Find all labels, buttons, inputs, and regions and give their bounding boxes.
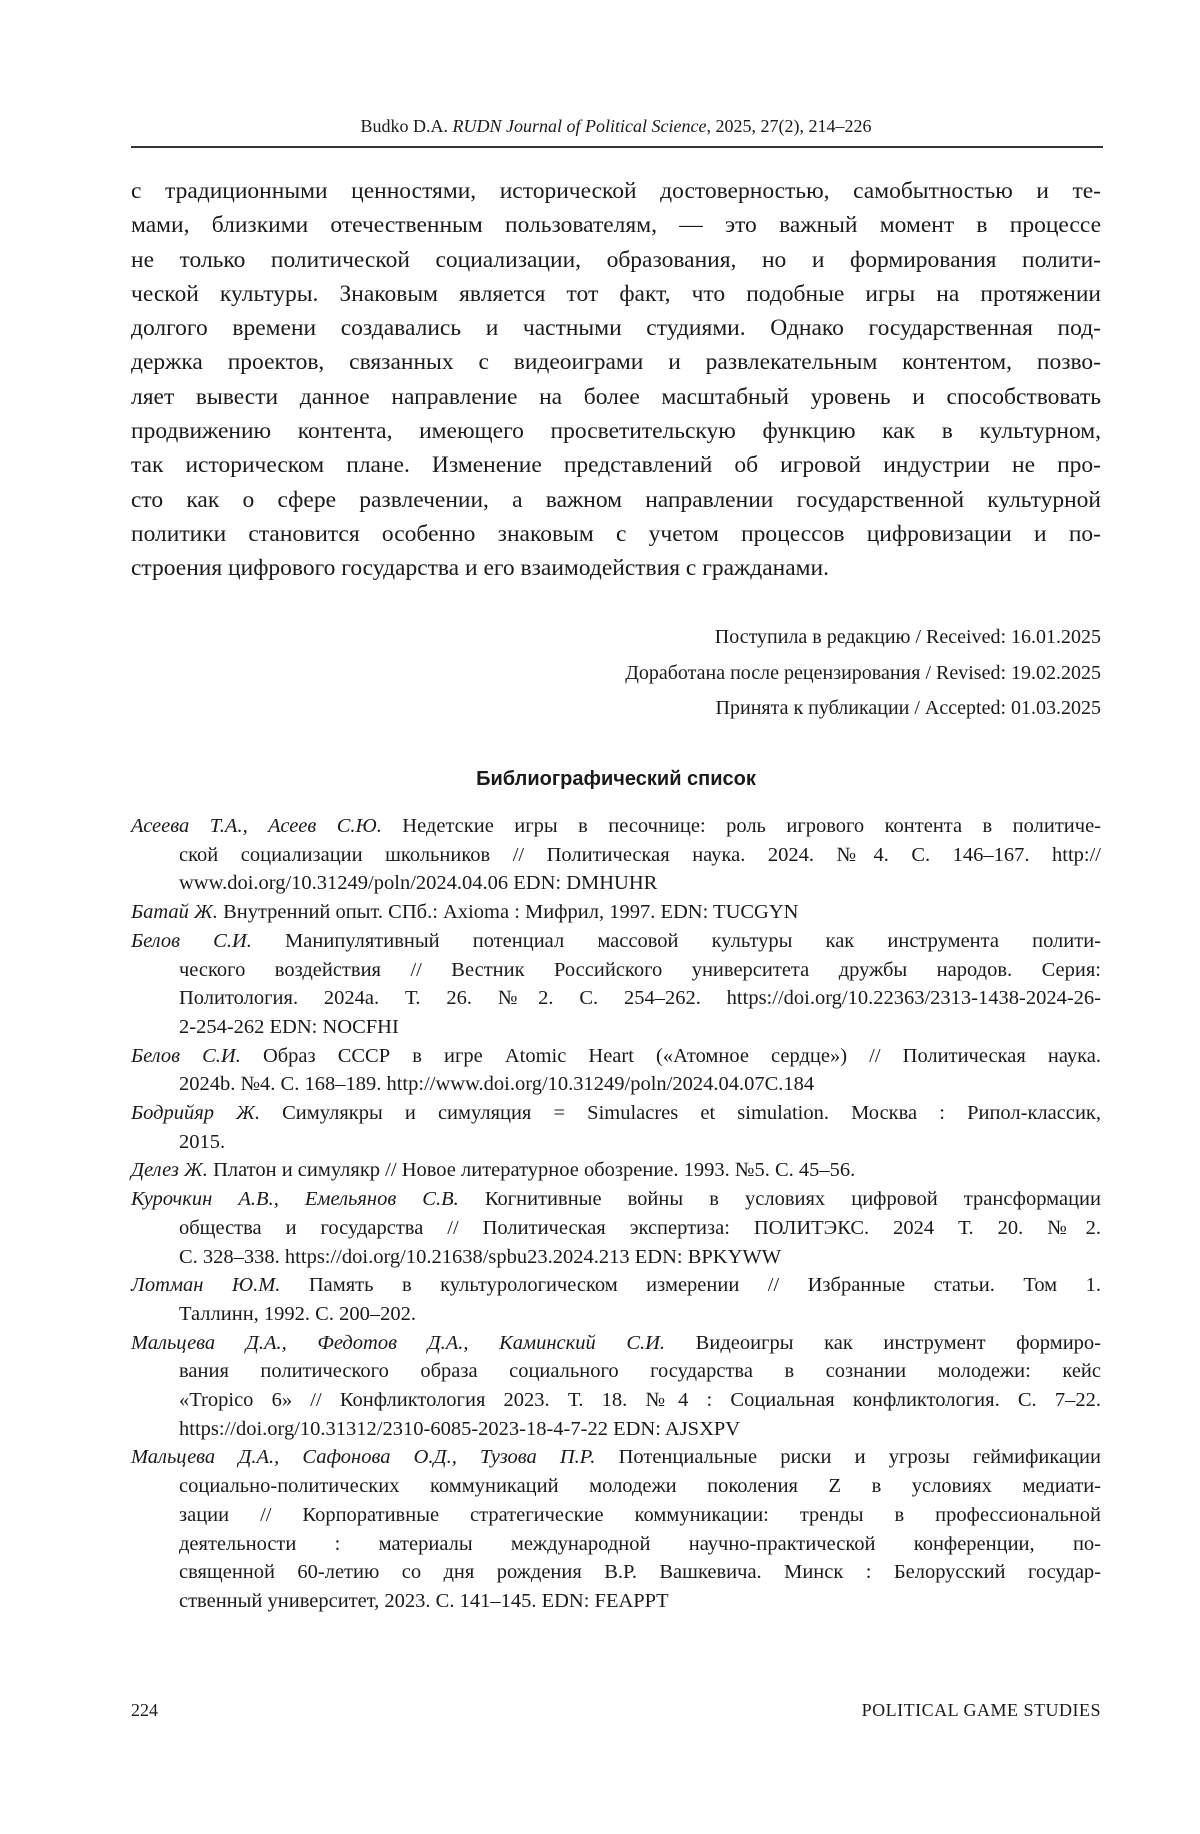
article-dates bbox=[131, 620, 1101, 727]
reference-author: Белов С.И. bbox=[131, 930, 252, 952]
reference-line: вания политического образа социального государства в сознании молодежи: кейс bbox=[131, 1357, 1101, 1386]
body-paragraph bbox=[131, 174, 1101, 586]
paragraph-line: так историческом плане. Изменение представлений об игровой индустрии не про- bbox=[131, 448, 1101, 482]
reference-text: Недетские игры в песочнице: роль игрового контента в политиче- bbox=[402, 815, 1101, 837]
reference-line bbox=[131, 1271, 1101, 1300]
reference-author: Лотман Ю.М. bbox=[131, 1274, 280, 1296]
reference-item bbox=[131, 1156, 1101, 1185]
reference-item bbox=[131, 1185, 1101, 1271]
reference-item bbox=[131, 1271, 1101, 1328]
paragraph-line: политики становится особенно знаковым с учетом процессов цифровизации и по- bbox=[131, 517, 1101, 551]
page-number: 224 bbox=[131, 1700, 158, 1721]
reference-author: Мальцева Д.А., Сафонова О.Д., Тузова П.Р. bbox=[131, 1446, 595, 1468]
reference-line: зации // Корпоративные стратегические коммуникации: тренды в профессиональной bbox=[131, 1501, 1101, 1530]
reference-line bbox=[131, 898, 1101, 927]
reference-text: Симулякры и симуляция = Simulacres et simulation. Москва : Рипол-классик, bbox=[282, 1102, 1101, 1124]
reference-text: Платон и симулякр // Новое литературное обозрение. 1993. №5. С. 45–56. bbox=[213, 1159, 855, 1181]
reference-line: ской социализации школьников // Политическая наука. 2024. №4. С. 146–167. http:// bbox=[131, 841, 1101, 870]
reference-text: Внутренний опыт. СПб.: Axioma : Мифрил, 1997. EDN: TUCGYN bbox=[223, 901, 798, 923]
date-received: Поступила в редакцию / Received: 16.01.2025 bbox=[131, 620, 1101, 656]
reference-author: Батай Ж. bbox=[131, 901, 218, 923]
header-journal: RUDN Journal of Political Science bbox=[453, 116, 707, 136]
reference-item bbox=[131, 898, 1101, 927]
reference-author: Курочкин А.В., Емельянов С.В. bbox=[131, 1188, 459, 1210]
header-author: Budko D.A. bbox=[361, 116, 453, 136]
reference-item bbox=[131, 1443, 1101, 1615]
reference-line: www.doi.org/10.31249/poln/2024.04.06 EDN: DMHUHR bbox=[131, 869, 1101, 898]
reference-line: священной 60-летию со дня рождения В.Р. Вашкевича. Минск : Белорусский государ- bbox=[131, 1558, 1101, 1587]
reference-text: Образ СССР в игре Atomic Heart («Атомное сердце») // Политическая наука. bbox=[263, 1045, 1101, 1067]
paragraph-line: ляет вывести данное направление на более масштабный уровень и способствовать bbox=[131, 380, 1101, 414]
paragraph-line: держка проектов, связанных с видеоиграми и развлекательным контентом, позво- bbox=[131, 345, 1101, 379]
reference-author: Белов С.И. bbox=[131, 1045, 241, 1067]
reference-item bbox=[131, 1042, 1101, 1099]
reference-text: Манипулятивный потенциал массовой культуры как инструмента полити- bbox=[285, 930, 1101, 952]
paragraph-line: продвижению контента, имеющего просветительскую функцию как в культурном, bbox=[131, 414, 1101, 448]
section-title: POLITICAL GAME STUDIES bbox=[862, 1700, 1101, 1721]
reference-line: «Tropico 6» // Конфликтология 2023. Т. 18. №4 : Социальная конфликтология. С. 7–22. bbox=[131, 1386, 1101, 1415]
paragraph-line: сто как о сфере развлечении, а важном направлении государственной культурной bbox=[131, 483, 1101, 517]
reference-author: Асеева Т.А., Асеев С.Ю. bbox=[131, 815, 382, 837]
running-header bbox=[131, 116, 1101, 137]
reference-list bbox=[131, 812, 1101, 1616]
reference-text: Когнитивные войны в условиях цифровой трансформации bbox=[485, 1188, 1101, 1210]
reference-line bbox=[131, 1099, 1101, 1128]
reference-item bbox=[131, 927, 1101, 1042]
reference-line bbox=[131, 1156, 1101, 1185]
paragraph-line: долгого времени создавались и частными студиями. Однако государственная под- bbox=[131, 311, 1101, 345]
paragraph-line: с традиционными ценностями, исторической достоверностью, самобытностью и те- bbox=[131, 174, 1101, 208]
reference-line bbox=[131, 1185, 1101, 1214]
reference-line: 2-254-262 EDN: NOCFHI bbox=[131, 1013, 1101, 1042]
reference-line: социально-политических коммуникаций молодежи поколения Z в условиях медиати- bbox=[131, 1472, 1101, 1501]
reference-line bbox=[131, 927, 1101, 956]
reference-line bbox=[131, 812, 1101, 841]
header-citation: , 2025, 27(2), 214–226 bbox=[706, 116, 871, 136]
header-rule bbox=[131, 146, 1103, 148]
reference-item bbox=[131, 1329, 1101, 1444]
date-accepted: Принята к публикации / Accepted: 01.03.2025 bbox=[131, 691, 1101, 727]
paragraph-line: не только политической социализации, образования, но и формирования полити- bbox=[131, 243, 1101, 277]
reference-text: Потенциальные риски и угрозы геймификации bbox=[619, 1446, 1101, 1468]
reference-item bbox=[131, 1099, 1101, 1156]
reference-line bbox=[131, 1042, 1101, 1071]
reference-line bbox=[131, 1329, 1101, 1358]
paragraph-line: строения цифрового государства и его взаимодействия с гражданами. bbox=[131, 551, 1101, 585]
reference-line: 2024b. №4. С. 168–189. http://www.doi.org/10.31249/poln/2024.04.07С.184 bbox=[131, 1070, 1101, 1099]
paragraph-line: ческой культуры. Знаковым является тот факт, что подобные игры на протяжении bbox=[131, 277, 1101, 311]
paragraph-line: мами, близкими отечественным пользователям, — это важный момент в процессе bbox=[131, 208, 1101, 242]
bibliography-title: Библиографический список bbox=[131, 768, 1101, 791]
reference-line: https://doi.org/10.31312/2310-6085-2023-18-4-7-22 EDN: AJSXPV bbox=[131, 1415, 1101, 1444]
reference-text: Видеоигры как инструмент формиро- bbox=[696, 1332, 1101, 1354]
reference-item bbox=[131, 812, 1101, 898]
reference-author: Бодрийяр Ж. bbox=[131, 1102, 260, 1124]
reference-line: ческого воздействия // Вестник Российского университета дружбы народов. Серия: bbox=[131, 956, 1101, 985]
reference-author: Делез Ж. bbox=[131, 1159, 208, 1181]
reference-line: Политология. 2024a. Т. 26. №2. С. 254–262. https://doi.org/10.22363/2313-1438-2024-26- bbox=[131, 984, 1101, 1013]
reference-line: деятельности : материалы международной научно-практической конференции, по- bbox=[131, 1530, 1101, 1559]
reference-author: Мальцева Д.А., Федотов Д.А., Каминский С.И. bbox=[131, 1332, 665, 1354]
reference-line: общества и государства // Политическая экспертиза: ПОЛИТЭКС. 2024 Т. 20. №2. bbox=[131, 1214, 1101, 1243]
reference-line bbox=[131, 1443, 1101, 1472]
reference-line: ственный университет, 2023. С. 141–145. EDN: FEAPPT bbox=[131, 1587, 1101, 1616]
reference-line: С. 328–338. https://doi.org/10.21638/spbu23.2024.213 EDN: BPKYWW bbox=[131, 1243, 1101, 1272]
reference-line: Таллинн, 1992. С. 200–202. bbox=[131, 1300, 1101, 1329]
reference-text: Память в культурологическом измерении // Избранные статьи. Том 1. bbox=[309, 1274, 1101, 1296]
date-revised: Доработана после рецензирования / Revised: 19.02.2025 bbox=[131, 656, 1101, 692]
reference-line: 2015. bbox=[131, 1128, 1101, 1157]
